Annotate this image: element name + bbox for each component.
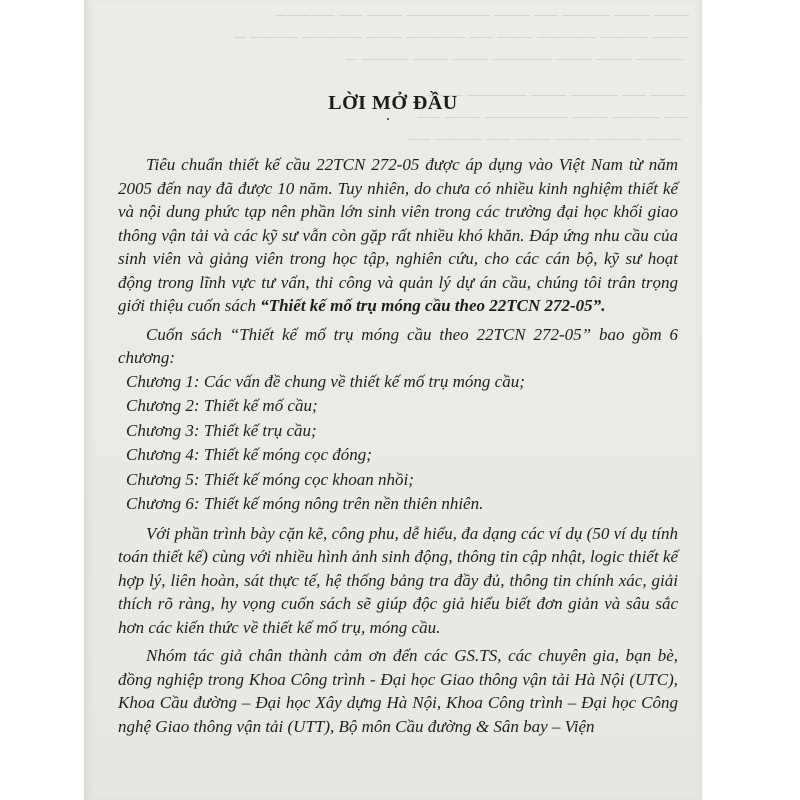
show-through-texture: ——— —— ———— ——— ————— ——— — [426, 88, 686, 102]
chapter-item: Chương 2: Thiết kế mố cầu; — [126, 396, 318, 415]
show-through-texture: ———— ——— ——— ————— ——— ——— ———— — — [345, 52, 684, 66]
paragraph-description: Với phần trình bày cặn kẽ, công phu, dễ hiểu, đa dạng các ví dụ (50 ví dụ tính toán thiết kế) cùng với nhiều hình ảnh sinh động, thông tin cập nhật, logic thiết kế hợp lý, liên hoàn, sát thực tế, hệ thống bảng tra đầy đủ, thông tin chính xác, giải thích rõ ràng, hy vọng cuốn sách sẽ giúp độc giả hiểu biết đơn giản và sâu sắc hơn các kiến thức về thiết kế mố trụ, móng cầu. — [118, 523, 678, 637]
paragraph-intro-text: Tiêu chuẩn thiết kế cầu 22TCN 272-05 được áp dụng vào Việt Nam từ năm 2005 đến nay đã được 10 năm. Tuy nhiên, do chưa có nhiều kinh nghiệm thiết kế và nội dung phức tạp nên phần lớn sinh viên trong các trường đại học khối giao thông vận tải và các kỹ sư vẫn còn gặp rất nhiều khó khăn. Đáp ứng nhu cầu của sinh viên và giảng viên trong học tập, nghiên cứu, cho các cán bộ, kỹ sư hoạt động trong lĩnh vực tư vấn, thi công và quản lý dự án cầu, chúng tôi trân trọng giới thiệu cuốn sách — [118, 155, 678, 315]
chapter-item: Chương 6: Thiết kế móng nông trên nền thiên nhiên. — [126, 494, 484, 513]
chapter-item: Chương 1: Các vấn đề chung về thiết kế mố trụ móng cầu; — [126, 371, 525, 391]
chapter-item: Chương 3: Thiết kế trụ cầu; — [126, 420, 317, 440]
book-title: “Thiết kế mố trụ móng cầu theo 22TCN 272-05” — [260, 296, 602, 315]
page-title: LỜI MỞ ĐẦU — [328, 92, 458, 114]
book-page — [84, 0, 702, 800]
show-through-texture: ——— ——— ———— —— ——— ——————— ——— —— ————— — [275, 8, 690, 22]
show-through-texture: —— ———— ——— ——————— ——— —— — [416, 110, 688, 124]
paragraph-intro-end: . — [601, 296, 606, 315]
preface-body — [118, 153, 678, 743]
paragraph-contents: Cuốn sách “Thiết kế mố trụ móng cầu theo 22TCN 272-05” bao gồm 6 chương: — [118, 324, 678, 367]
paragraph-intro — [118, 153, 678, 318]
chapter-item: Chương 4: Thiết kế móng cọc đóng; — [126, 445, 372, 464]
chapter-item: Chương 5: Thiết kế móng cọc khoan nhồi; — [126, 469, 414, 489]
show-through-texture: ——— ———— ——— ——— —— ———— —— — [407, 132, 682, 146]
ink-speck — [387, 118, 389, 120]
paragraph-acknowledgement: Nhóm tác giả chân thành cảm ơn đến các GS.TS, các chuyên gia, bạn bè, đồng nghiệp trong Khoa Công trình - Đại học Giao thông vận tải Hà Nội (UTC), Khoa Cầu đường – Đại học Xây dựng Hà Nội, Khoa Công trình – Đại học Công nghệ Giao thông vận tải (UTT), Bộ môn Cầu đường & Sân bay – Viện — [118, 646, 678, 736]
show-through-texture: ——— ———— ————— ——— —— ————— ——— ————— ———— — — [233, 30, 688, 44]
chapter-list — [118, 370, 678, 517]
